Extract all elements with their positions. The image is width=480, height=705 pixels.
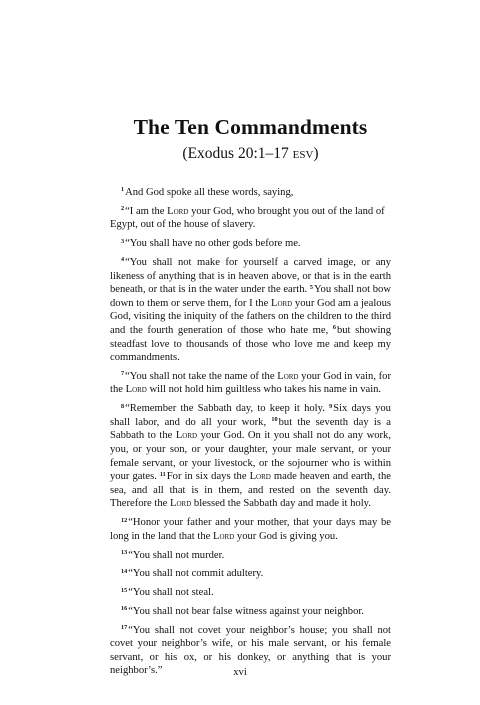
page-title: The Ten Commandments <box>133 115 368 139</box>
verse-text: your God, who brought you out of the land of Egypt, out of the house of slavery. <box>110 205 385 231</box>
verse-number: 6 <box>332 324 336 332</box>
divine-name: Lord <box>170 498 192 510</box>
divine-name: Lord <box>249 471 271 483</box>
page-content <box>110 114 391 683</box>
verse-number: 11 <box>159 470 166 478</box>
divine-name: Lord <box>125 384 147 396</box>
reference-text: (Exodus 20:1–17 <box>182 145 293 162</box>
verse-text: “Remember the Sabbath day, to keep it holy. <box>125 403 330 415</box>
verse-text: “You shall not murder. <box>128 549 225 561</box>
verse-text: “You shall not covet your neighbor’s house; you shall not covet your neighbor’s wife, or his male servant, or his female servant, or his ox, or his donkey, or anything that is your neighbor’s.” <box>110 624 391 677</box>
verses-4-6 <box>110 256 391 365</box>
verse-text: “You shall have no other gods before me. <box>125 238 301 250</box>
verse-list <box>110 186 391 678</box>
verse-text: your God am a jealous God, visiting the iniquity of the fathers on the children to the third and the fourth generation of those who hate me, <box>110 297 391 336</box>
verse-text: “I am the <box>125 205 168 217</box>
verse-number: 14 <box>121 567 128 575</box>
verse-number: 2 <box>121 205 125 213</box>
verse-text: but showing steadfast love to thousands of those who love me and keep my commandments. <box>110 324 391 364</box>
verse-12 <box>110 516 391 543</box>
divine-name: Lord <box>167 205 189 217</box>
verse-text: will not hold him guiltless who takes his name in vain. <box>146 384 382 396</box>
verse-14 <box>110 567 391 581</box>
verse-16 <box>110 605 391 619</box>
verse-text: “You shall not commit adultery. <box>128 568 264 580</box>
verse-text: “You shall not make for yourself a carved image, or any likeness of anything that is in heaven above, or that is in the earth beneath, or that is in the water under the earth. <box>110 256 391 296</box>
verse-number: 4 <box>121 256 125 264</box>
verse-number: 17 <box>121 624 128 632</box>
verse-number: 7 <box>121 370 125 378</box>
verse-number: 16 <box>121 605 128 613</box>
verse-number: 15 <box>121 586 128 594</box>
verse-number: 10 <box>271 416 278 424</box>
verse-text: “You shall not steal. <box>128 587 214 599</box>
verse-13 <box>110 549 391 563</box>
scripture-reference <box>110 144 391 164</box>
verse-text: made heaven and earth, the sea, and all that is in them, and rested on the seventh day. Therefore the <box>110 471 391 510</box>
divine-name: Lord <box>270 297 293 309</box>
verse-text: And God spoke all these words, saying, <box>125 187 294 198</box>
verse-number: 3 <box>121 237 125 245</box>
verse-text: Six days you shall labor, and do all your work, <box>110 403 391 428</box>
verse-text: your God in vain, for the <box>110 370 391 396</box>
verse-text: “Honor your father and your mother, that your days may be long in the land that the <box>110 517 391 542</box>
verse-3 <box>110 237 391 251</box>
reference-close: ) <box>313 145 319 162</box>
divine-name: Lord <box>277 370 299 382</box>
verse-number: 1 <box>121 186 125 194</box>
verse-number: 5 <box>309 283 313 291</box>
verse-text: For in six days the <box>166 471 250 483</box>
verse-text: “You shall not bear false witness against your neighbor. <box>128 605 364 617</box>
verse-text: but the seventh day is a Sabbath to the <box>110 416 391 442</box>
verse-text: blessed the Sabbath day and made it holy. <box>191 498 371 510</box>
verse-1 <box>110 186 391 200</box>
page-number: xvi <box>233 667 247 678</box>
verse-text: your God is giving you. <box>234 530 338 542</box>
verse-2 <box>110 205 391 232</box>
verse-text: “You shall not take the name of the <box>125 370 278 382</box>
version-abbreviation: esv <box>292 145 314 162</box>
verse-number: 9 <box>329 402 333 410</box>
divine-name: Lord <box>175 430 198 442</box>
verse-number: 8 <box>121 402 125 410</box>
verse-number: 13 <box>121 548 128 556</box>
verse-text: your God. On it you shall not do any work, you, or your son, or your daughter, your male servant, or your female servant, or your livestock, or the sojourner who is within your gates. <box>110 430 391 483</box>
divine-name: Lord <box>212 530 235 542</box>
verse-number: 12 <box>121 516 128 524</box>
verse-7 <box>110 370 391 397</box>
verse-15 <box>110 586 391 600</box>
verses-8-11 <box>110 402 391 511</box>
verse-text: You shall not bow down to them or serve them, for I the <box>110 284 391 309</box>
